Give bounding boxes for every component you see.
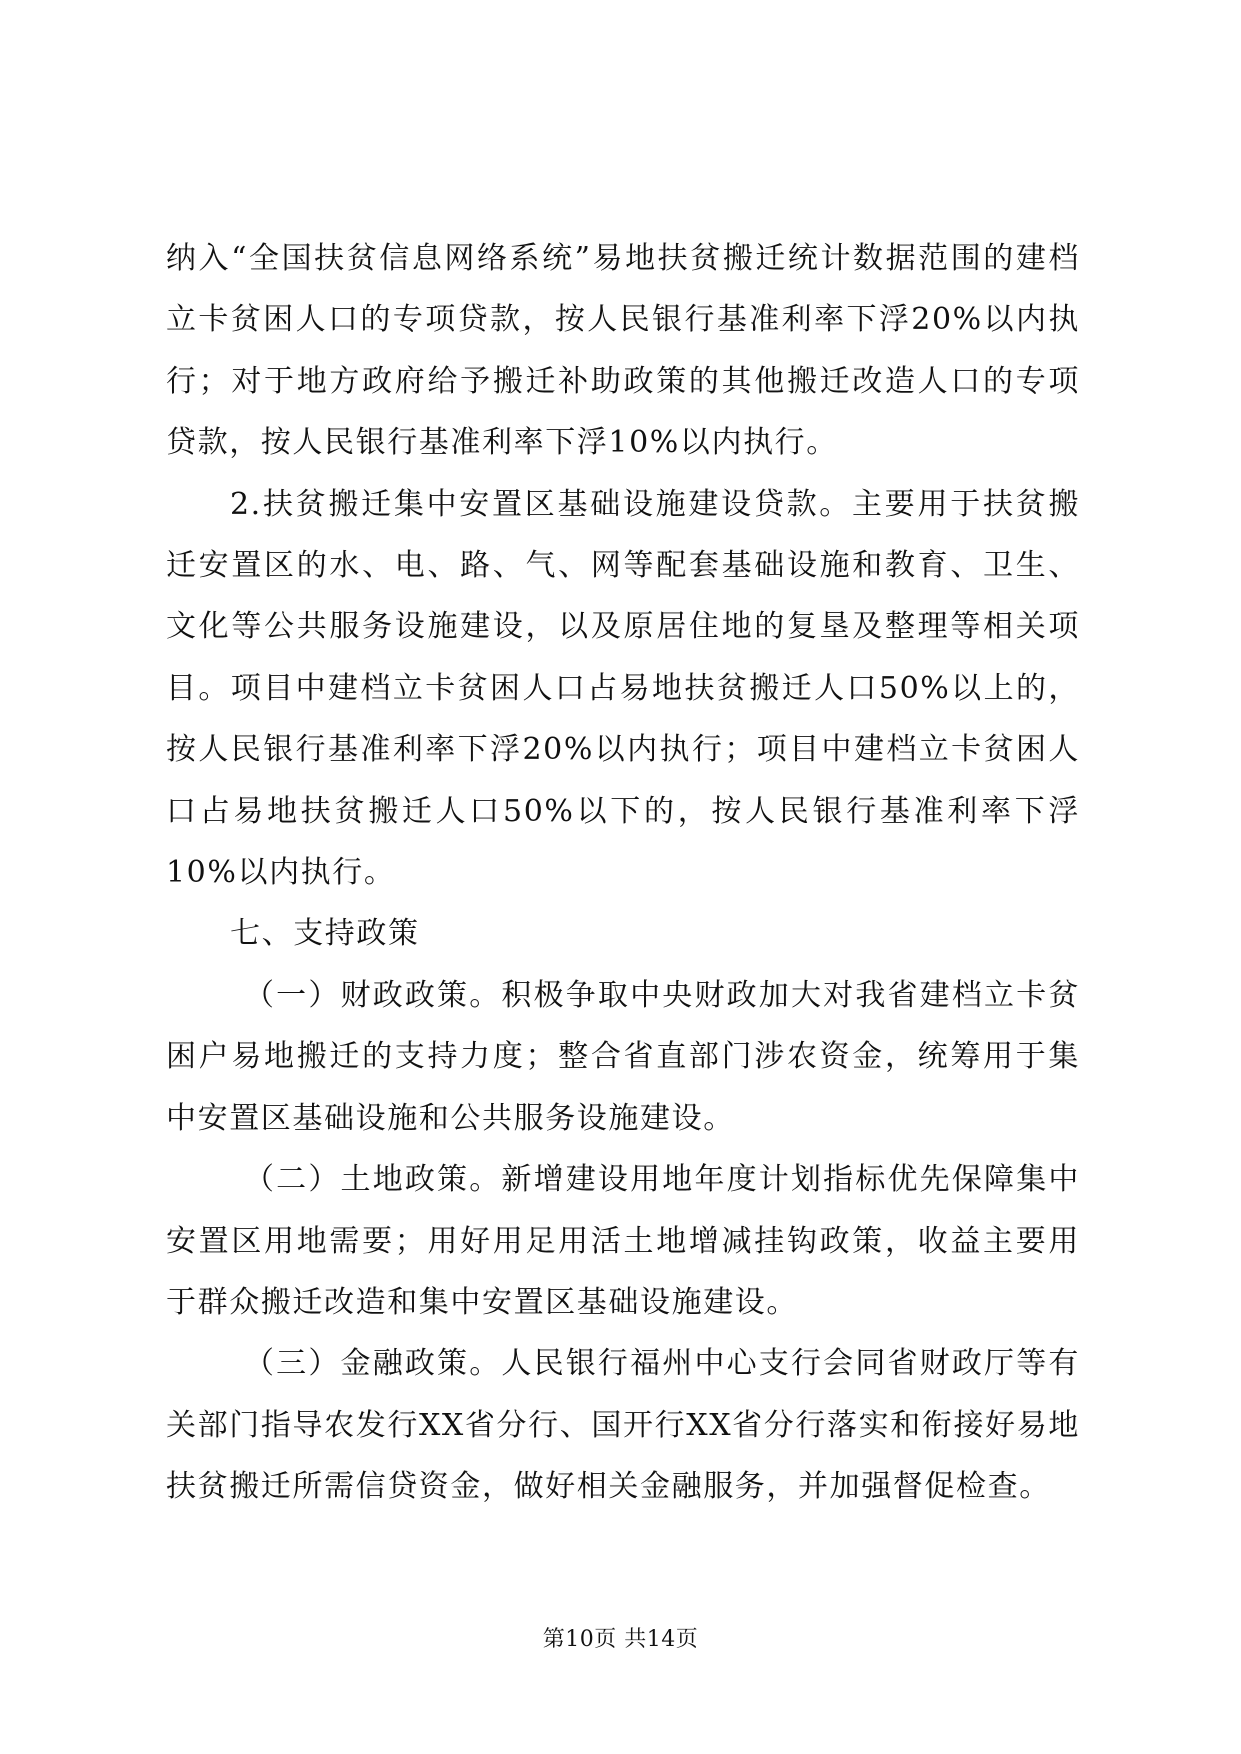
paragraph-land-policy: （二）土地政策。新增建设用地年度计划指标优先保障集中安置区用地需要；用好用足用活土地增减挂钩政策，收益主要用于群众搬迁改造和集中安置区基础设施建设。 (166, 1162, 1080, 1320)
page-number-footer: 第10页 共14页 (542, 1627, 699, 1652)
paragraph-financial-policy: （三）金融政策。人民银行福州中心支行会同省财政厅等有关部门指导农发行XX省分行、国开行XX省分行落实和衔接好易地扶贫搬迁所需信贷资金，做好相关金融服务，并加强督促检查。 (166, 1346, 1080, 1505)
paragraph-item-2: 2.扶贫搬迁集中安置区基础设施建设贷款。主要用于扶贫搬迁安置区的水、电、路、气、网等配套基础设施和教育、卫生、文化等公共服务设施建设，以及原居住地的复垦及整理等相关项目。项目中建档立卡贫困人口占易地扶贫搬迁人口50%以上的，按人民银行基准利率下浮20%以内执行；项目中建档立卡贫困人口占易地扶贫搬迁人口50%以下的，按人民银行基准利率下浮10%以内执行。 (166, 486, 1080, 891)
paragraph-fiscal-policy: （一）财政政策。积极争取中央财政加大对我省建档立卡贫困户易地搬迁的支持力度；整合省直部门涉农资金，统筹用于集中安置区基础设施和公共服务设施建设。 (166, 977, 1080, 1136)
document-body (166, 228, 1080, 1518)
section-heading-7: 七、支持政策 (230, 916, 420, 952)
paragraph-continuation: 纳入“全国扶贫信息网络系统”易地扶贫搬迁统计数据范围的建档立卡贫困人口的专项贷款，按人民银行基准利率下浮20%以内执行；对于地方政府给予搬迁补助政策的其他搬迁改造人口的专项贷款，按人民银行基准利率下浮10%以内执行。 (166, 241, 1080, 461)
